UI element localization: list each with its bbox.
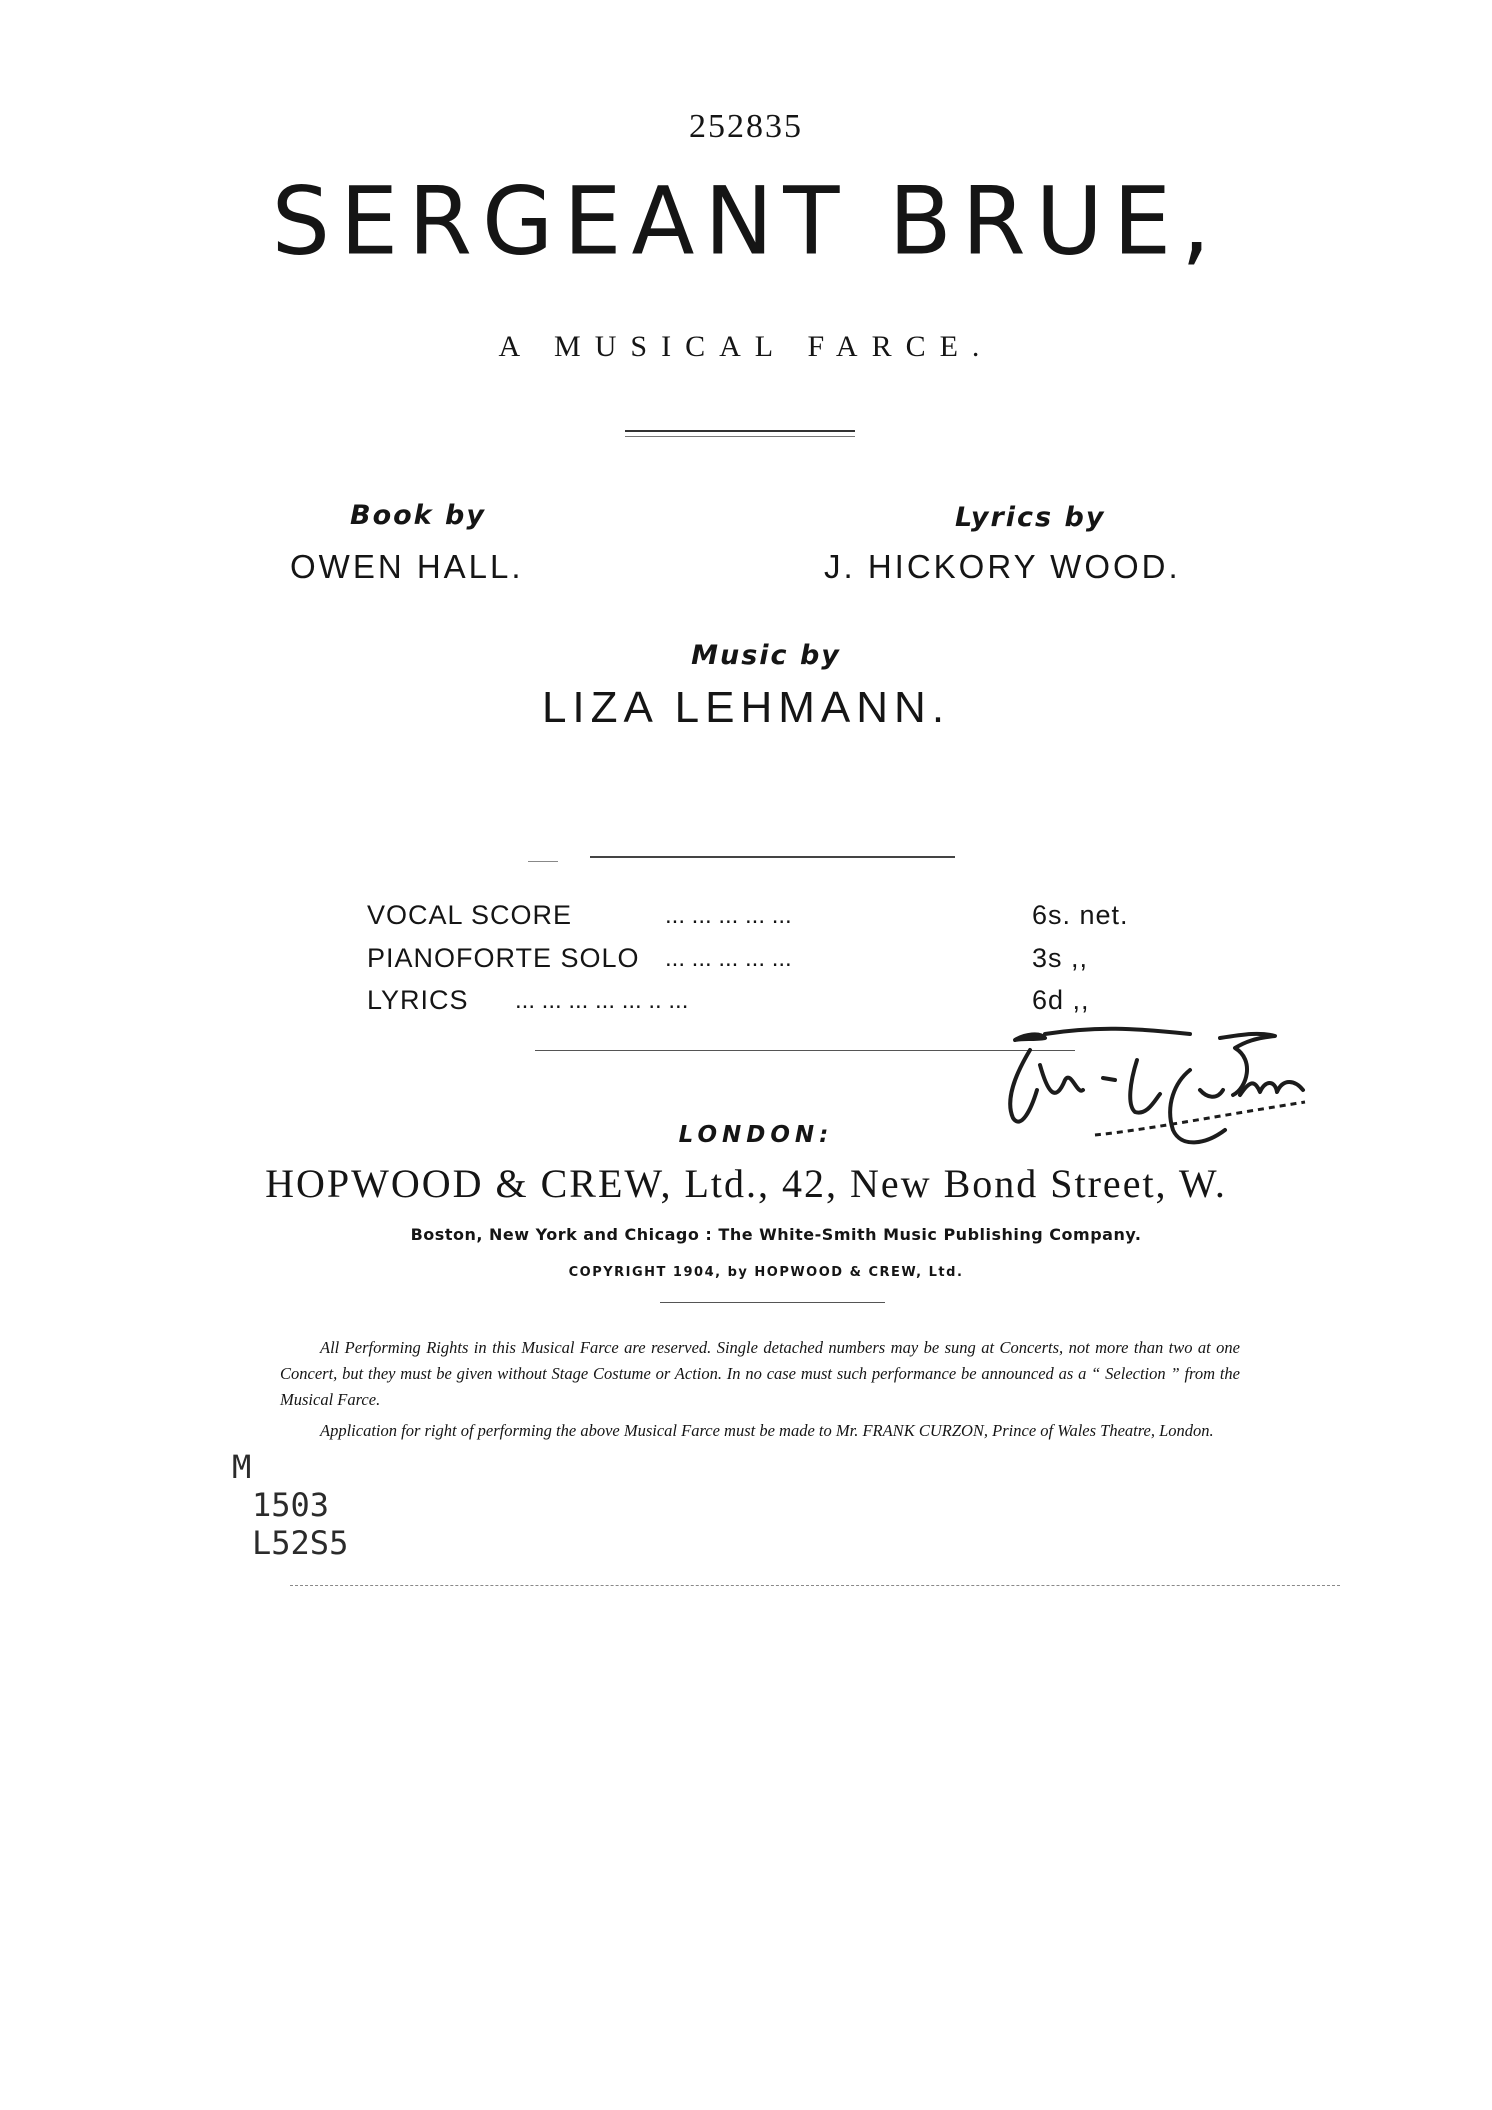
catalog-number: 252835 (689, 108, 803, 145)
lyrics-credit-label: Lyrics by (955, 502, 1106, 533)
book-credit-name: OWEN HALL. (290, 548, 524, 585)
price-value: 6s. net. (1032, 900, 1129, 930)
divider-rule (590, 856, 955, 858)
music-credit-label: Music by (691, 640, 841, 671)
library-shelfmark (232, 1448, 382, 1562)
divider-rule (660, 1302, 885, 1303)
shelfmark-line: 1503 (252, 1486, 330, 1524)
price-value: 3s ,, (1032, 943, 1089, 973)
agents-line: Boston, New York and Chicago : The White-Smith Music Publishing Company. (410, 1225, 1142, 1244)
application-notice: Application for right of performing the above Musical Farce must be made to Mr. FRANK CURZON, Prince of Wales Theatre, London. (320, 1421, 1214, 1440)
price-item: VOCAL SCORE (367, 900, 573, 930)
publisher-address: HOPWOOD & CREW, Ltd., 42, New Bond Street, W. (265, 1161, 1227, 1206)
price-item: PIANOFORTE SOLO (367, 943, 640, 973)
scan-artifact-rule (290, 1585, 1340, 1586)
composer-name: LIZA LEHMANN. (541, 683, 951, 732)
divider-rule (528, 861, 558, 862)
price-item: LYRICS (367, 985, 469, 1015)
price-dots: ... ... ... ... ... (665, 902, 792, 929)
book-credit-label: Book by (350, 500, 486, 531)
divider-rule (625, 436, 855, 437)
price-dots: ... ... ... ... ... .. ... (515, 987, 689, 1014)
rights-notice: All Performing Rights in this Musical Farce are reserved. Single detached numbers may be sung at Concerts, not more than two at one Concert, but they must be given without Stage Costume or Action. In no case must such performance be announced as a “ Selection ” from the Musical Farce. (280, 1338, 1240, 1409)
page-title: SERGEANT BRUE, (271, 166, 1221, 277)
copyright-line: COPYRIGHT 1904, by HOPWOOD & CREW, Ltd. (568, 1265, 964, 1280)
shelfmark-line: M (232, 1448, 252, 1486)
price-row (367, 943, 1147, 974)
lyrics-credit-name: J. HICKORY WOOD. (824, 548, 1181, 585)
price-row (367, 900, 1147, 931)
london-label: LONDON: (678, 1122, 834, 1148)
shelfmark-line: L52S5 (252, 1524, 349, 1562)
price-dots: ... ... ... ... ... (665, 945, 792, 972)
divider-rule (625, 430, 855, 432)
price-row (367, 985, 1147, 1016)
price-value: 6d ,, (1032, 985, 1090, 1015)
subtitle: A MUSICAL FARCE. (498, 330, 994, 363)
